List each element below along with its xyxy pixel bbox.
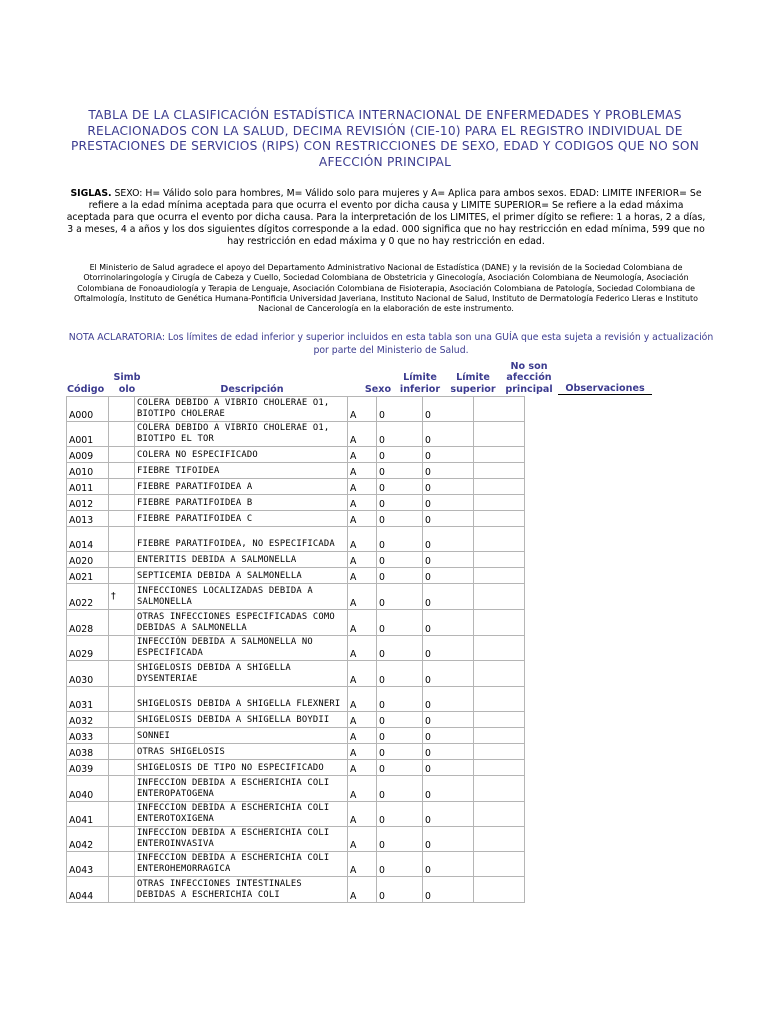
cell-sexo: A bbox=[348, 422, 377, 447]
cell-descripcion: SHIGELOSIS DEBIDA A SHIGELLA FLEXNERI bbox=[135, 687, 348, 712]
cell-limite-superior: 0 bbox=[423, 447, 474, 463]
cell-limite-superior: 0 bbox=[423, 636, 474, 661]
table-row bbox=[67, 584, 525, 610]
cell-limite-superior: 0 bbox=[423, 422, 474, 447]
header-limite-inferior-line1: Límite bbox=[403, 372, 437, 383]
header-codigo: Código bbox=[67, 383, 105, 395]
table-row bbox=[67, 568, 525, 584]
cell-no-son-afeccion bbox=[474, 661, 525, 687]
cell-sexo: A bbox=[348, 776, 377, 802]
cell-limite-inferior: 0 bbox=[377, 495, 423, 511]
restrictions-table bbox=[66, 396, 525, 903]
cell-no-son-afeccion bbox=[474, 610, 525, 636]
table-row bbox=[67, 661, 525, 687]
cell-limite-inferior: 0 bbox=[377, 568, 423, 584]
cell-simbolo bbox=[109, 397, 135, 422]
cell-limite-inferior: 0 bbox=[377, 511, 423, 527]
cell-limite-superior: 0 bbox=[423, 728, 474, 744]
cell-sexo: A bbox=[348, 728, 377, 744]
cell-codigo: A028 bbox=[67, 610, 109, 636]
header-simbolo bbox=[110, 372, 144, 395]
cell-sexo: A bbox=[348, 827, 377, 852]
table-header bbox=[0, 355, 768, 397]
table-row bbox=[67, 877, 525, 903]
nota-aclaratoria: NOTA ACLARATORIA: Los límites de edad inferior y superior incluidos en esta tabla son una GUÍA que esta sujeta a revisión y actualización por parte del Ministerio de Salud. bbox=[68, 332, 714, 356]
cell-limite-superior: 0 bbox=[423, 527, 474, 552]
cell-no-son-afeccion bbox=[474, 852, 525, 877]
cell-simbolo bbox=[109, 610, 135, 636]
cell-limite-superior: 0 bbox=[423, 568, 474, 584]
cell-codigo: A012 bbox=[67, 495, 109, 511]
cell-descripcion: OTRAS INFECCIONES ESPECIFICADAS COMO DEBIDAS A SALMONELLA bbox=[135, 610, 348, 636]
cell-simbolo bbox=[109, 760, 135, 776]
table-row bbox=[67, 422, 525, 447]
siglas-label: SIGLAS. bbox=[70, 188, 112, 199]
table-row bbox=[67, 760, 525, 776]
cell-sexo: A bbox=[348, 552, 377, 568]
cell-limite-inferior: 0 bbox=[377, 527, 423, 552]
cell-codigo: A041 bbox=[67, 802, 109, 827]
cell-descripcion: FIEBRE PARATIFOIDEA, NO ESPECIFICADA bbox=[135, 527, 348, 552]
table-row bbox=[67, 397, 525, 422]
cell-sexo: A bbox=[348, 744, 377, 760]
cell-limite-inferior: 0 bbox=[377, 610, 423, 636]
table-row bbox=[67, 610, 525, 636]
table-row bbox=[67, 712, 525, 728]
cell-codigo: A031 bbox=[67, 687, 109, 712]
cell-limite-superior: 0 bbox=[423, 661, 474, 687]
cell-limite-inferior: 0 bbox=[377, 661, 423, 687]
cell-no-son-afeccion bbox=[474, 552, 525, 568]
cell-sexo: A bbox=[348, 712, 377, 728]
cell-limite-inferior: 0 bbox=[377, 584, 423, 610]
cell-codigo: A009 bbox=[67, 447, 109, 463]
cell-descripcion: INFECCION DEBIDA A ESCHERICHIA COLI ENTEROPATOGENA bbox=[135, 776, 348, 802]
cell-codigo: A040 bbox=[67, 776, 109, 802]
cell-no-son-afeccion bbox=[474, 495, 525, 511]
cell-simbolo bbox=[109, 827, 135, 852]
cell-sexo: A bbox=[348, 568, 377, 584]
cell-limite-superior: 0 bbox=[423, 397, 474, 422]
cell-no-son-afeccion bbox=[474, 422, 525, 447]
cell-sexo: A bbox=[348, 852, 377, 877]
cell-limite-superior: 0 bbox=[423, 495, 474, 511]
cell-descripcion: INFECCION DEBIDA A ESCHERICHIA COLI ENTEROHEMORRAGICA bbox=[135, 852, 348, 877]
cell-codigo: A043 bbox=[67, 852, 109, 877]
cell-limite-superior: 0 bbox=[423, 852, 474, 877]
cell-limite-superior: 0 bbox=[423, 479, 474, 495]
cell-limite-superior: 0 bbox=[423, 584, 474, 610]
cell-simbolo bbox=[109, 568, 135, 584]
cell-sexo: A bbox=[348, 511, 377, 527]
cell-simbolo bbox=[109, 447, 135, 463]
cell-no-son-afeccion bbox=[474, 397, 525, 422]
cell-limite-inferior: 0 bbox=[377, 802, 423, 827]
table-row bbox=[67, 636, 525, 661]
cell-sexo: A bbox=[348, 661, 377, 687]
header-limite-superior bbox=[445, 372, 501, 395]
cell-limite-inferior: 0 bbox=[377, 877, 423, 903]
cell-no-son-afeccion bbox=[474, 511, 525, 527]
cell-no-son-afeccion bbox=[474, 687, 525, 712]
cell-simbolo bbox=[109, 527, 135, 552]
header-no-son-line2: afección bbox=[506, 372, 552, 383]
document-title: TABLA DE LA CLASIFICACIÓN ESTADÍSTICA INTERNACIONAL DE ENFERMEDADES Y PROBLEMAS RELACIONADOS CON LA SALUD, DECIMA REVISIÓN (CIE-10) PARA EL REGISTRO INDIVIDUAL DE PRESTACIONES DE SERVICIOS (RIPS) CON RESTRICCIONES DE SEXO, EDAD Y CODIGOS QUE NO SON AFECCIÓN PRINCIPAL bbox=[70, 108, 700, 169]
cell-sexo: A bbox=[348, 397, 377, 422]
cell-limite-superior: 0 bbox=[423, 744, 474, 760]
cell-simbolo bbox=[109, 422, 135, 447]
cell-descripcion: ENTERITIS DEBIDA A SALMONELLA bbox=[135, 552, 348, 568]
cell-simbolo bbox=[109, 728, 135, 744]
cell-codigo: A029 bbox=[67, 636, 109, 661]
table-row bbox=[67, 827, 525, 852]
cell-no-son-afeccion bbox=[474, 760, 525, 776]
cell-descripcion: OTRAS INFECCIONES INTESTINALES DEBIDAS A ESCHERICHIA COLI bbox=[135, 877, 348, 903]
table-row bbox=[67, 479, 525, 495]
table-body bbox=[67, 397, 525, 903]
table-row bbox=[67, 511, 525, 527]
cell-descripcion: SONNEI bbox=[135, 728, 348, 744]
cell-no-son-afeccion bbox=[474, 827, 525, 852]
cell-limite-inferior: 0 bbox=[377, 760, 423, 776]
cell-simbolo bbox=[109, 495, 135, 511]
cell-codigo: A032 bbox=[67, 712, 109, 728]
cell-limite-superior: 0 bbox=[423, 552, 474, 568]
cell-descripcion: SHIGELOSIS DE TIPO NO ESPECIFICADO bbox=[135, 760, 348, 776]
cell-no-son-afeccion bbox=[474, 527, 525, 552]
cell-no-son-afeccion bbox=[474, 712, 525, 728]
header-observaciones: Observaciones bbox=[558, 383, 652, 396]
cell-descripcion: COLERA NO ESPECIFICADO bbox=[135, 447, 348, 463]
cell-simbolo bbox=[109, 552, 135, 568]
cell-descripcion: INFECCION DEBIDA A ESCHERICHIA COLI ENTEROINVASIVA bbox=[135, 827, 348, 852]
cell-descripcion: INFECCIÓN DEBIDA A SALMONELLA NO ESPECIFICADA bbox=[135, 636, 348, 661]
cell-simbolo bbox=[109, 687, 135, 712]
cell-codigo: A020 bbox=[67, 552, 109, 568]
cell-limite-inferior: 0 bbox=[377, 776, 423, 802]
cell-codigo: A022 bbox=[67, 584, 109, 610]
header-sexo: Sexo bbox=[364, 383, 392, 395]
cell-no-son-afeccion bbox=[474, 776, 525, 802]
cell-descripcion: SHIGELOSIS DEBIDA A SHIGELLA DYSENTERIAE bbox=[135, 661, 348, 687]
cell-no-son-afeccion bbox=[474, 802, 525, 827]
header-limite-superior-line1: Límite bbox=[456, 372, 490, 383]
cell-simbolo: † bbox=[109, 584, 135, 610]
table-row bbox=[67, 776, 525, 802]
cell-codigo: A042 bbox=[67, 827, 109, 852]
header-no-son-line1: No son bbox=[510, 360, 548, 372]
cell-simbolo bbox=[109, 661, 135, 687]
cell-simbolo bbox=[109, 877, 135, 903]
cell-no-son-afeccion bbox=[474, 463, 525, 479]
cell-limite-superior: 0 bbox=[423, 802, 474, 827]
siglas-paragraph bbox=[66, 188, 706, 248]
cell-codigo: A014 bbox=[67, 527, 109, 552]
cell-descripcion: COLERA DEBIDO A VIBRIO CHOLERAE O1, BIOTIPO EL TOR bbox=[135, 422, 348, 447]
cell-sexo: A bbox=[348, 636, 377, 661]
cell-descripcion: FIEBRE PARATIFOIDEA A bbox=[135, 479, 348, 495]
table-row bbox=[67, 447, 525, 463]
header-no-son-afeccion-principal bbox=[501, 361, 557, 396]
cell-no-son-afeccion bbox=[474, 479, 525, 495]
cell-sexo: A bbox=[348, 447, 377, 463]
cell-codigo: A044 bbox=[67, 877, 109, 903]
cell-limite-inferior: 0 bbox=[377, 447, 423, 463]
cell-descripcion: SEPTICEMIA DEBIDA A SALMONELLA bbox=[135, 568, 348, 584]
cell-limite-inferior: 0 bbox=[377, 827, 423, 852]
cell-sexo: A bbox=[348, 610, 377, 636]
header-no-son-line3: principal bbox=[505, 383, 553, 395]
table-row bbox=[67, 744, 525, 760]
header-limite-superior-line2: superior bbox=[450, 383, 496, 395]
cell-no-son-afeccion bbox=[474, 877, 525, 903]
cell-descripcion: COLERA DEBIDO A VIBRIO CHOLERAE O1, BIOTIPO CHOLERAE bbox=[135, 397, 348, 422]
header-limite-inferior bbox=[396, 372, 444, 395]
table-row bbox=[67, 527, 525, 552]
table-row bbox=[67, 728, 525, 744]
cell-limite-superior: 0 bbox=[423, 511, 474, 527]
cell-no-son-afeccion bbox=[474, 636, 525, 661]
cell-limite-inferior: 0 bbox=[377, 712, 423, 728]
table-row bbox=[67, 852, 525, 877]
cell-descripcion: SHIGELOSIS DEBIDA A SHIGELLA BOYDII bbox=[135, 712, 348, 728]
cell-limite-inferior: 0 bbox=[377, 479, 423, 495]
cell-descripcion: INFECCIONES LOCALIZADAS DEBIDA A SALMONELLA bbox=[135, 584, 348, 610]
cell-limite-inferior: 0 bbox=[377, 397, 423, 422]
cell-codigo: A010 bbox=[67, 463, 109, 479]
cell-simbolo bbox=[109, 802, 135, 827]
cell-limite-superior: 0 bbox=[423, 877, 474, 903]
cell-codigo: A000 bbox=[67, 397, 109, 422]
cell-no-son-afeccion bbox=[474, 568, 525, 584]
cell-limite-inferior: 0 bbox=[377, 852, 423, 877]
cell-sexo: A bbox=[348, 584, 377, 610]
header-simbolo-line1: Simb bbox=[113, 372, 141, 383]
table-row bbox=[67, 495, 525, 511]
cell-simbolo bbox=[109, 511, 135, 527]
cell-descripcion: FIEBRE PARATIFOIDEA B bbox=[135, 495, 348, 511]
cell-sexo: A bbox=[348, 760, 377, 776]
cell-sexo: A bbox=[348, 479, 377, 495]
cell-descripcion: INFECCION DEBIDA A ESCHERICHIA COLI ENTEROTOXIGENA bbox=[135, 802, 348, 827]
table-row bbox=[67, 687, 525, 712]
cell-descripcion: FIEBRE TIFOIDEA bbox=[135, 463, 348, 479]
cell-sexo: A bbox=[348, 527, 377, 552]
cell-limite-inferior: 0 bbox=[377, 687, 423, 712]
cell-simbolo bbox=[109, 636, 135, 661]
cell-sexo: A bbox=[348, 687, 377, 712]
cell-limite-inferior: 0 bbox=[377, 728, 423, 744]
cell-descripcion: FIEBRE PARATIFOIDEA C bbox=[135, 511, 348, 527]
cell-codigo: A021 bbox=[67, 568, 109, 584]
cell-codigo: A033 bbox=[67, 728, 109, 744]
cell-limite-superior: 0 bbox=[423, 610, 474, 636]
cell-codigo: A038 bbox=[67, 744, 109, 760]
cell-limite-inferior: 0 bbox=[377, 744, 423, 760]
cell-codigo: A011 bbox=[67, 479, 109, 495]
cell-sexo: A bbox=[348, 877, 377, 903]
cell-sexo: A bbox=[348, 495, 377, 511]
cell-limite-inferior: 0 bbox=[377, 463, 423, 479]
header-descripcion: Descripción bbox=[220, 383, 284, 395]
cell-no-son-afeccion bbox=[474, 584, 525, 610]
cell-simbolo bbox=[109, 712, 135, 728]
table-row bbox=[67, 802, 525, 827]
cell-codigo: A013 bbox=[67, 511, 109, 527]
table-row bbox=[67, 552, 525, 568]
cell-no-son-afeccion bbox=[474, 447, 525, 463]
cell-simbolo bbox=[109, 776, 135, 802]
cell-simbolo bbox=[109, 852, 135, 877]
cell-simbolo bbox=[109, 463, 135, 479]
cell-no-son-afeccion bbox=[474, 744, 525, 760]
cell-limite-superior: 0 bbox=[423, 463, 474, 479]
table-row bbox=[67, 463, 525, 479]
cell-simbolo bbox=[109, 479, 135, 495]
siglas-text: SEXO: H= Válido solo para hombres, M= Válido solo para mujeres y A= Aplica para ambos sexos. EDAD: LIMITE INFERIOR= Se refiere a la edad mínima aceptada para que ocurra el evento por dicha causa y LIMITE SUPERIOR= Se refiere a la edad máxima aceptada para que ocurra el evento por dicha causa. Para la interpretación de los LIMITES, el primer dígito se refiere: 1 a horas, 2 a días, 3 a meses, 4 a años y los dos siguientes dígitos corresponde a la edad. 000 significa que no hay restricción en edad mínima, 599 que no hay restricción en edad máxima y 0 que no hay restricción en edad. bbox=[66, 188, 706, 247]
cell-sexo: A bbox=[348, 802, 377, 827]
cell-codigo: A001 bbox=[67, 422, 109, 447]
cell-limite-inferior: 0 bbox=[377, 552, 423, 568]
cell-simbolo bbox=[109, 744, 135, 760]
cell-descripcion: OTRAS SHIGELOSIS bbox=[135, 744, 348, 760]
cell-limite-superior: 0 bbox=[423, 712, 474, 728]
cell-codigo: A030 bbox=[67, 661, 109, 687]
header-limite-inferior-line2: inferior bbox=[399, 383, 441, 395]
cell-limite-superior: 0 bbox=[423, 827, 474, 852]
cell-no-son-afeccion bbox=[474, 728, 525, 744]
cell-codigo: A039 bbox=[67, 760, 109, 776]
acknowledgement-paragraph: El Ministerio de Salud agradece el apoyo del Departamento Administrativo Nacional de Estadística (DANE) y la revisión de la Sociedad Colombiana de Otorrinolaringología y Cirugía de Cabeza y Cuello, Sociedad Colombiana de Obstetricia y Ginecología, Asociación Colombiana de Neumología, Asociación Colombiana de Fonoaudiología y Terapia de Lenguaje, Asociación Colombiana de Fisioterapia, Asociación Colombiana de Patología, Sociedad Colombiana de Oftalmología, Instituto de Genética Humana-Pontificia Universidad Javeriana, Instituto Nacional de Salud, Instituto de Dermatología Federico Lleras e Instituto Nacional de Cancerología en la elaboración de este instrumento. bbox=[74, 263, 698, 314]
header-simbolo-line2: olo bbox=[118, 383, 136, 395]
cell-limite-inferior: 0 bbox=[377, 636, 423, 661]
cell-limite-inferior: 0 bbox=[377, 422, 423, 447]
cell-limite-superior: 0 bbox=[423, 687, 474, 712]
cell-limite-superior: 0 bbox=[423, 776, 474, 802]
cell-sexo: A bbox=[348, 463, 377, 479]
cell-limite-superior: 0 bbox=[423, 760, 474, 776]
